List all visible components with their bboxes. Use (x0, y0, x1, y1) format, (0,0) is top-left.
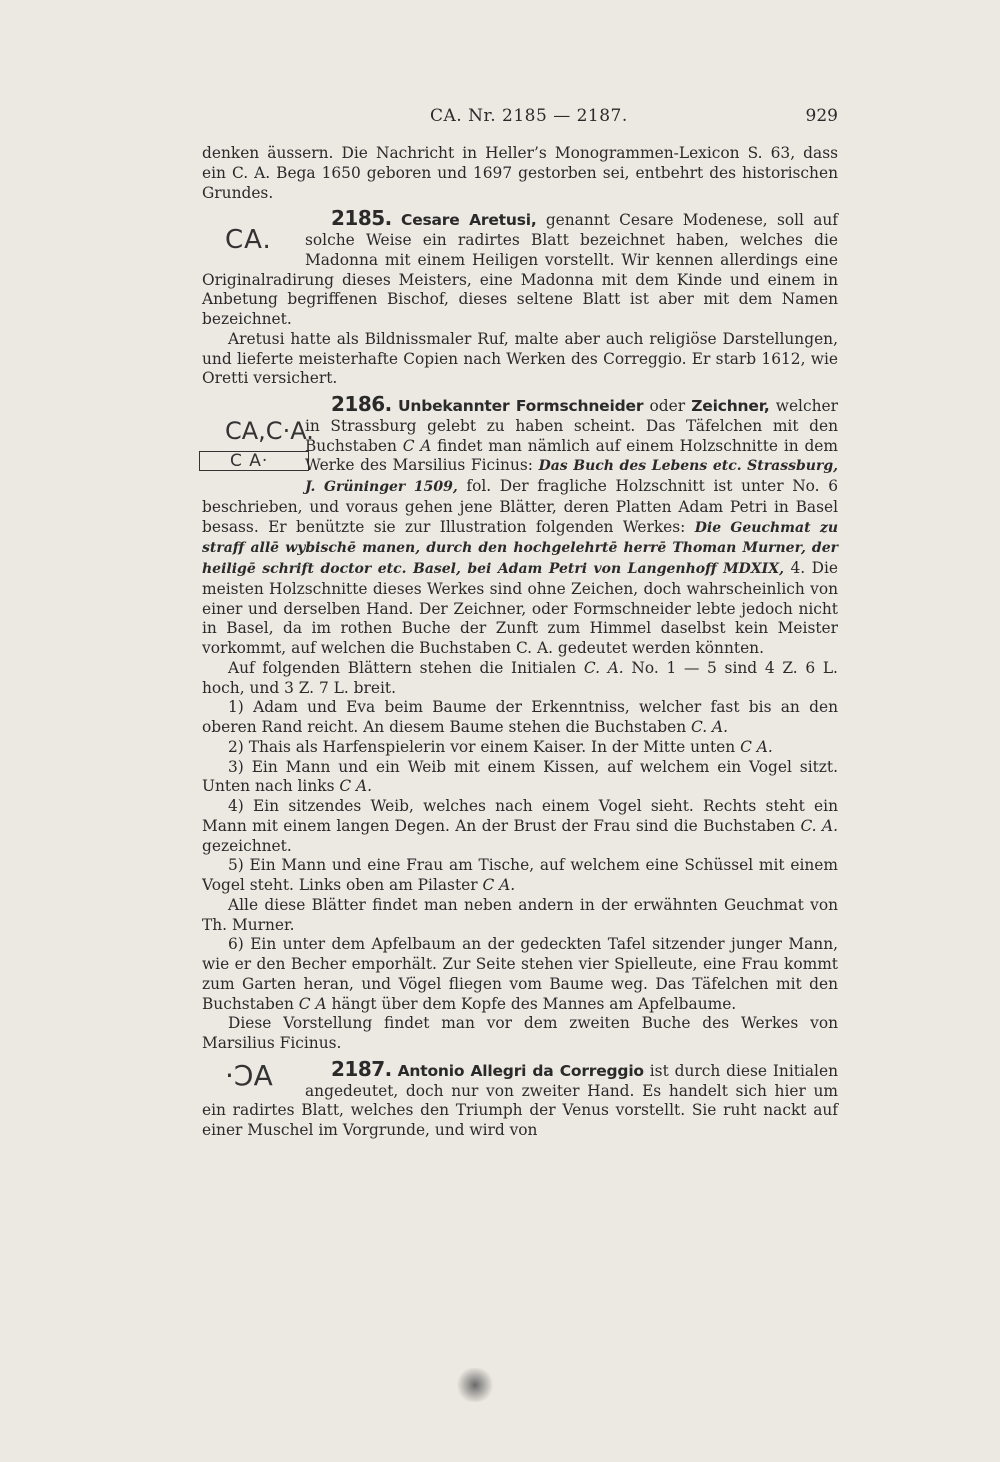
intro-paragraph: denken äussern. Die Nachricht in Heller’s Monogrammen-Lexicon S. 63, dass ein C. A. Bega 1650 geboren und 1697 gestorben sei, entbehrt des historischen Grundes. (202, 144, 838, 202)
artist-name: Antonio Allegri da Correggio (397, 1061, 644, 1080)
monogram-2186 (199, 395, 314, 494)
entry-text: 4. Die meisten Holzschnitte dieses Werkes sind ohne Zeichen, doch wahrscheinlich von einer und derselben Hand. Der Zeichner, oder Formschneider lebte jedoch nicht in Basel, da im rothen Buche der Zunft zum Himmel daselbst kein Meister vorkommt, auf welchen die Buchstaben C. A. gedeutet werden könnten. (202, 559, 838, 657)
monogram-2187 (199, 1060, 305, 1100)
initials: C A. (482, 876, 516, 894)
text: 2) Thais als Harfenspielerin vor einem Kaiser. In der Mitte unten (228, 737, 736, 756)
text: 4) Ein sitzendes Weib, welches nach einem Vogel sieht. Rechts steht ein Mann mit einem langen Degen. An der Brust der Frau sind die Buchstaben (202, 797, 838, 835)
list-item (202, 935, 838, 1014)
text: No. 1 — 5 sind 4 Z. 6 L. hoch, und 3 Z. 7 L. breit. (202, 658, 838, 697)
monogram-text: ·ƆA (225, 1058, 273, 1092)
page-number: 929 (805, 106, 838, 126)
initials: C A. (740, 737, 773, 756)
note-paragraph: Diese Vorstellung findet man vor dem zweiten Buche des Werkes von Marsilius Ficinus. (202, 1014, 838, 1052)
book-title: Das Buch des Lebens etc. Strassburg, J. Grüninger 1509, (305, 458, 838, 495)
heading-connector: oder (649, 397, 686, 415)
list-item (202, 797, 838, 856)
entry-2185-text: genannt Cesare Modenese, soll auf solche Weise ein radirtes Blatt bezeichnet haben, welches die Madonna mit einem Heiligen vorstellt. Wir kennen allerdings eine Originalradirung dieses Meisters, eine Madonna mit dem Kinde und einem in Anbetung begriffenen Bischof, dieses seltene Blatt ist aber mit dem Namen bezeichnet. (202, 211, 838, 328)
artist-name: Unbekannter Formschneider (397, 397, 644, 415)
note-paragraph: Alle diese Blätter findet man neben andern in der erwähnten Geuchmat von Th. Murner. (202, 895, 838, 934)
entry-text: findet man nämlich auf einem Holzschnitte in dem Werke des Marsilius Ficinus: (305, 436, 838, 475)
entry-text: fol. Der fragliche Holzschnitt ist unter No. 6 beschrieben, und voraus gehen jene Blätter, deren Platten Adam Petri in Basel besass. Er benützte sie zur Illustration folgenden Werkes: (202, 477, 838, 536)
text: 3) Ein Mann und ein Weib mit einem Kissen, auf welchem ein Vogel sitzt. Unten nach links (202, 757, 838, 796)
artist-name: Cesare Aretusi, (401, 211, 537, 230)
initials: C A. (339, 777, 373, 796)
entry-2187-text: ist durch diese Initialen angedeutet, doch nur von zweiter Hand. Es handelt sich hier um ein radirtes Blatt, welches den Triumph der Venus vorstellt. Sie ruht nackt auf einer Muschel im Vorgrunde, und wird von (202, 1061, 838, 1139)
text: gezeichnet. (202, 836, 292, 855)
monogram-2185 (199, 209, 305, 267)
initials: C. A. (583, 658, 624, 677)
monogram-tablet: C A· (199, 451, 309, 471)
text: 5) Ein Mann und eine Frau am Tische, auf welchem eine Schüssel mit einem Vogel steht. Links oben am Pilaster (202, 856, 838, 894)
entry-number: 2185. (331, 206, 392, 231)
list-item (202, 698, 838, 738)
entry-2186-initials-paragraph (202, 659, 838, 699)
text: hängt über dem Kopfe des Mannes am Apfelbaume. (331, 994, 737, 1013)
page-header (202, 106, 838, 132)
book-title: Die Geuchmat zu straff allē wybischē manen, durch den hochgelehrtē herrē Thoman Murner, der heiligē schrift doctor etc. Basel, bei Adam Petri von Langenhoff MDXIX, (202, 519, 838, 577)
paper-stain (455, 1368, 495, 1402)
entry-number: 2186. (331, 392, 392, 416)
artist-name-alt: Zeichner, (691, 397, 770, 415)
initials: C. A. (691, 718, 729, 736)
monogram-text: CA,C·A. (225, 417, 314, 445)
list-item (202, 856, 838, 896)
entry-text: welcher in Strassburg gelebt zu haben scheint. Das Täfelchen mit den Buchstaben (305, 397, 838, 455)
entry-2187-heading (202, 1056, 838, 1141)
list-item (202, 738, 838, 758)
monogram-text: CA. (225, 225, 272, 256)
entry-2185-paragraph: Aretusi hatte als Bildnissmaler Ruf, malte aber auch religiöse Darstellungen, und lieferte meisterhafte Copien nach Werken des Correggio. Er starb 1612, wie Oretti versichert. (202, 329, 838, 388)
body-text (202, 144, 838, 1141)
text: 1) Adam und Eva beim Baume der Erkenntniss, welcher fast bis an den oberen Rand reicht. An diesem Baume stehen die Buchstaben (202, 698, 838, 736)
initials: C A (402, 436, 432, 455)
initials: C A (298, 994, 327, 1013)
entry-2186-heading (202, 392, 838, 659)
text: Auf folgenden Blättern stehen die Initialen (228, 658, 577, 677)
entry-number: 2187. (331, 1056, 392, 1081)
list-item (202, 758, 838, 798)
initials: C. A. (800, 816, 838, 835)
running-title: CA. Nr. 2185 — 2187. (430, 106, 628, 126)
text: 6) Ein unter dem Apfelbaum an der gedeckten Tafel sitzender junger Mann, wie er den Becher emporhält. Zur Seite stehen vier Spielleute, eine Frau kommt zum Garten heran, und Vögel fliegen vom Baume weg. Das Täfelchen mit den Buchstaben (202, 935, 838, 1013)
entry-2185-heading (202, 206, 838, 330)
